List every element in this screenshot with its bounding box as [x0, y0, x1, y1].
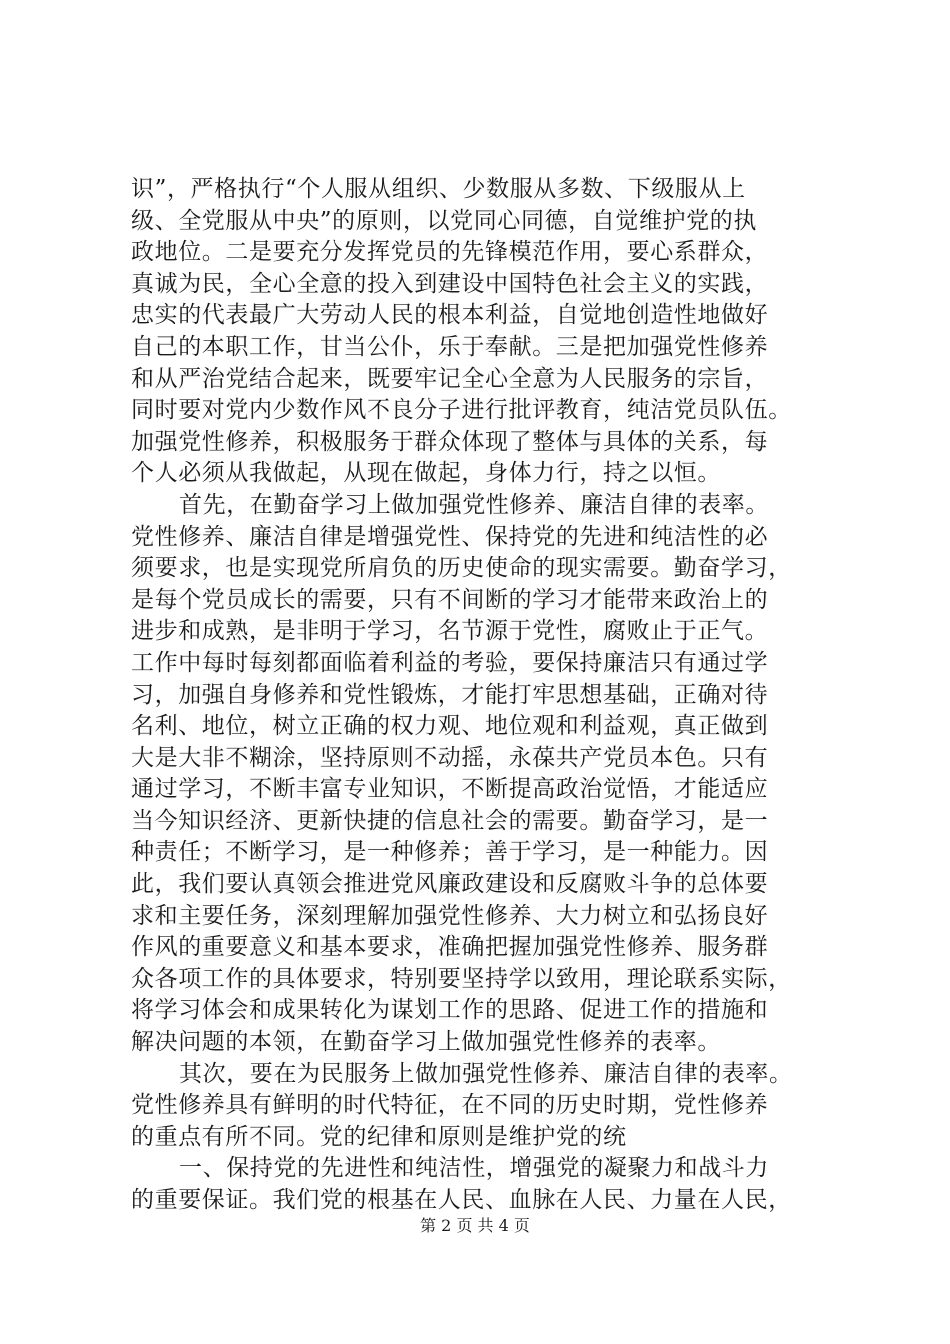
- paragraph-first-line: 其次，要在为民服务上做加强党性修养、廉洁自律的表率。: [179, 1060, 793, 1087]
- text-line: 党性修养、廉洁自律是增强党性、保持党的先进和纯洁性的必: [131, 523, 769, 550]
- text-line: 识”，严格执行“个人服从组织、少数服从多数、下级服从上: [131, 176, 746, 202]
- text-line: 级、全党服从中央”的原则，以党同心同德，自觉维护党的执: [131, 207, 757, 234]
- document-body: [131, 174, 831, 1217]
- text-line: 名利、地位，树立正确的权力观、地位观和利益观，真正做到: [131, 713, 769, 740]
- text-line: 作风的重要意义和基本要求，准确把握加强党性修养、服务群: [131, 934, 769, 961]
- text-line: 党性修养具有鲜明的时代特征，在不同的历史时期，党性修养: [131, 1092, 769, 1119]
- page-footer: 第 2 页 共 4 页: [420, 1216, 530, 1235]
- text-line: 此，我们要认真领会推进党风廉政建设和反腐败斗争的总体要: [131, 871, 769, 898]
- text-line: 忠实的代表最广大劳动人民的根本利益，自觉地创造性地做好: [131, 302, 769, 329]
- text-line: 政地位。二是要充分发挥党员的先锋模范作用，要心系群众，: [131, 239, 769, 266]
- text-line: 解决问题的本领，在勤奋学习上做加强党性修养的表率。: [131, 1029, 721, 1056]
- text-line: 将学习体会和成果转化为谋划工作的思路、促进工作的措施和: [131, 997, 769, 1024]
- text-line: 众各项工作的具体要求，特别要坚持学以致用，理论联系实际，: [131, 965, 792, 992]
- text-line: 当今知识经济、更新快捷的信息社会的需要。勤奋学习，是一: [131, 807, 769, 834]
- text-line: 的重点有所不同。党的纪律和原则是维护党的统: [131, 1123, 627, 1150]
- text-line: 求和主要任务，深刻理解加强党性修养、大力树立和弘扬良好: [131, 902, 769, 929]
- text-line: 和从严治党结合起来，既要牢记全心全意为人民服务的宗旨，: [131, 365, 769, 392]
- text-line: 自己的本职工作，甘当公仆，乐于奉献。三是把加强党性修养: [131, 333, 769, 360]
- text-line: 大是大非不糊涂，坚持原则不动摇，永葆共产党员本色。只有: [131, 744, 769, 771]
- paragraph-first-line: 首先，在勤奋学习上做加强党性修养、廉洁自律的表率。: [179, 491, 769, 518]
- text-line: 加强党性修养，积极服务于群众体现了整体与具体的关系，每: [131, 428, 769, 455]
- text-line: 是每个党员成长的需要，只有不间断的学习才能带来政治上的: [131, 586, 769, 613]
- text-line: 真诚为民，全心全意的投入到建设中国特色社会主义的实践，: [131, 270, 769, 297]
- text-line: 同时要对党内少数作风不良分子进行批评教育，纯洁党员队伍。: [131, 397, 792, 424]
- text-line: 通过学习，不断丰富专业知识，不断提高政治觉悟，才能适应: [131, 776, 769, 803]
- text-line: 的重要保证。我们党的根基在人民、血脉在人民、力量在人民，: [131, 1187, 792, 1213]
- text-line: 工作中每时每刻都面临着利益的考验，要保持廉洁只有通过学: [131, 649, 769, 676]
- text-line: 须要求，也是实现党所肩负的历史使命的现实需要。勤奋学习，: [131, 555, 792, 582]
- text-line: 种责任；不断学习，是一种修养；善于学习，是一种能力。因: [131, 839, 769, 866]
- text-line: 进步和成熟，是非明于学习，名节源于党性，腐败止于正气。: [131, 618, 769, 645]
- text-line: 习，加强自身修养和党性锻炼，才能打牢思想基础，正确对待: [131, 681, 769, 708]
- text-line: 个人必须从我做起，从现在做起，身体力行，持之以恒。: [131, 460, 721, 487]
- paragraph-first-line: 一、保持党的先进性和纯洁性，增强党的凝聚力和战斗力: [179, 1155, 769, 1182]
